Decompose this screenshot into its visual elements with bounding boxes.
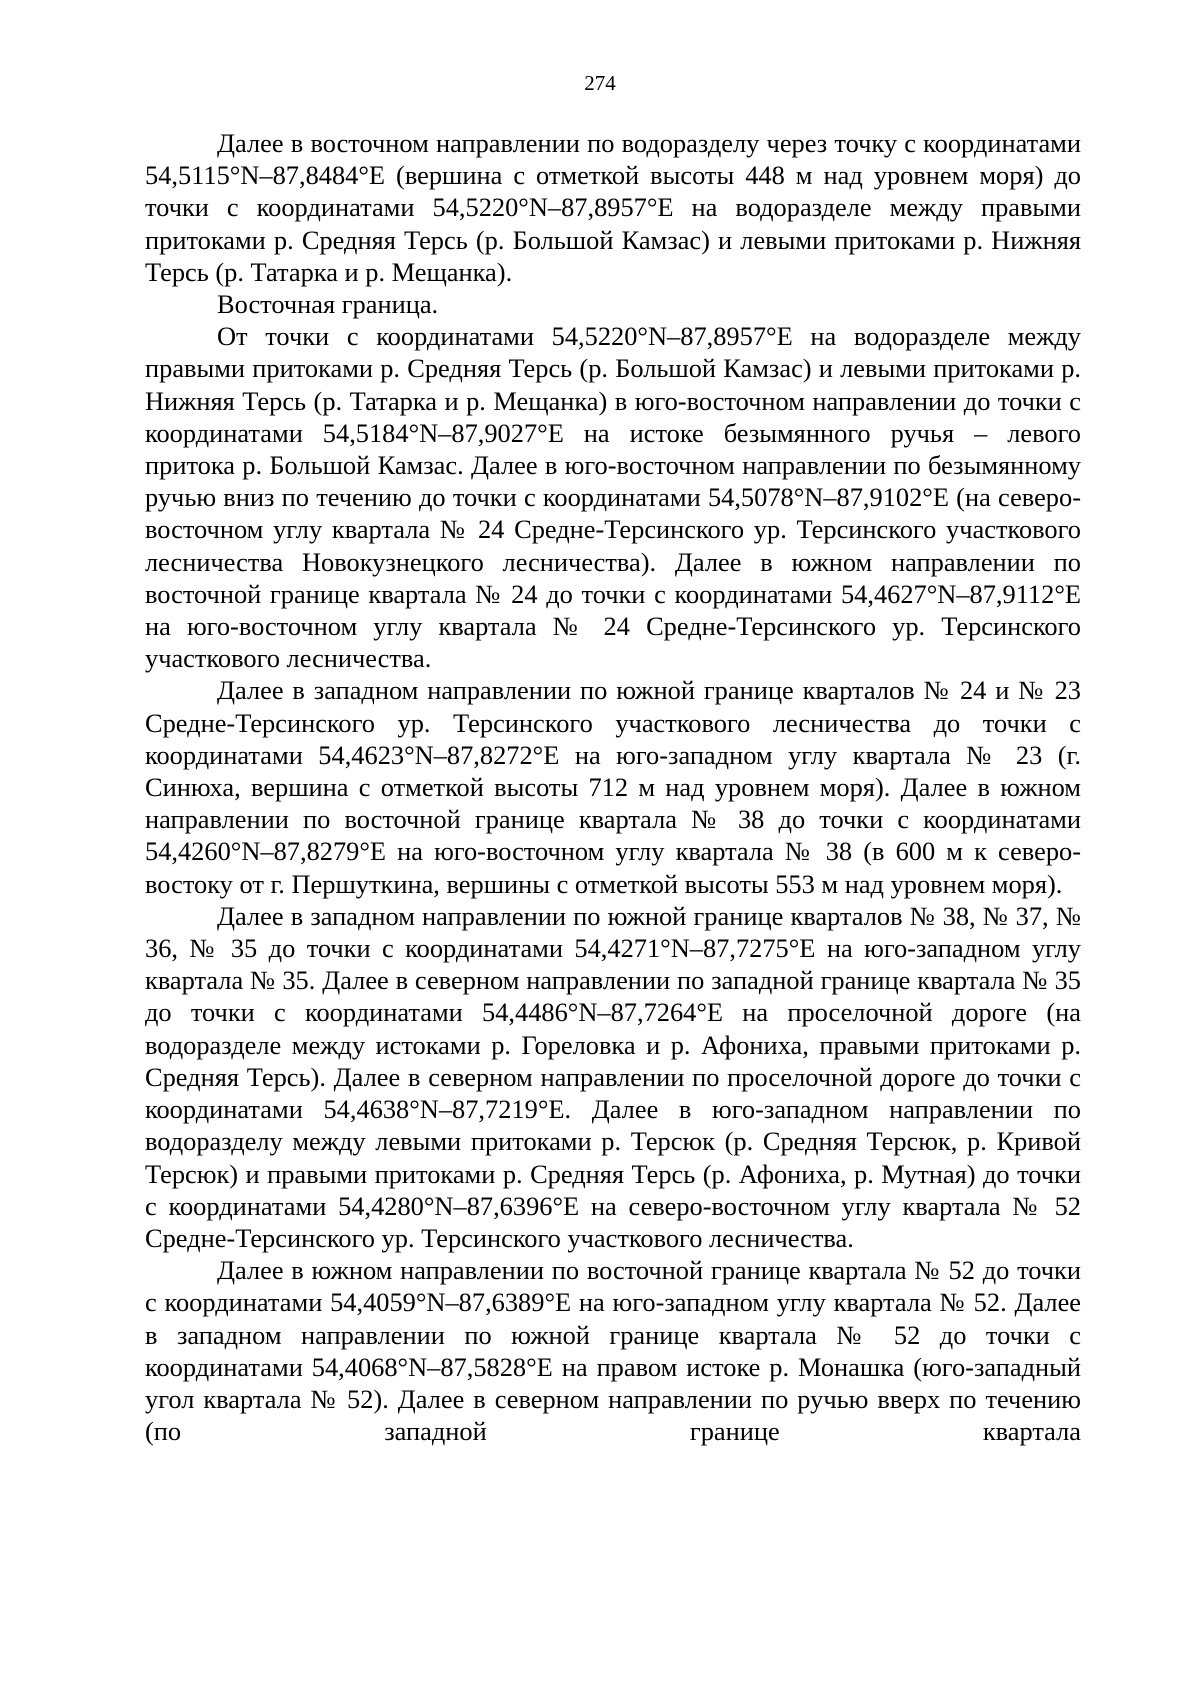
paragraph-western-direction-quarters-38-35: Далее в западном направлении по южной границе кварталов № 38, № 37, № 36, № 35 до точки с координатами 54,4271°N–87,7275°E на юго-западном углу квартала № 35. Далее в северном направлении по западной границе квартала № 35 до точки с координатами 54,4486°N–87,7264°E на проселочной дороге (на водоразделе между истоками р. Гореловка и р. Афониха, правыми притоками р. Средняя Терсь). Далее в северном направлении по проселочной дороге до точки с координатами 54,4638°N–87,7219°E. Далее в юго-западном направлении по водоразделу между левыми притоками р. Терсюк (р. Средняя Терсюк, р. Кривой Терсюк) и правыми притоками р. Средняя Терсь (р. Афониха, р. Мутная) до точки с координатами 54,4280°N–87,6396°E на северо-восточном углу квартала № 52 Средне-Терсинского ур. Терсинского участкового лесничества. bbox=[145, 900, 1081, 1253]
document-body bbox=[145, 127, 1081, 1447]
section-heading-eastern-border: Восточная граница. bbox=[217, 289, 439, 320]
page-number: 274 bbox=[584, 71, 616, 95]
paragraph-western-direction-quarters-24-23: Далее в западном направлении по южной границе кварталов № 24 и № 23 Средне-Терсинского ур. Терсинского участкового лесничества до точки с координатами 54,4623°N–87,8272°E на юго-западном углу квартала № 23 (г. Синюха, вершина с отметкой высоты 712 м над уровнем моря). Далее в южном направлении по восточной границе квартала № 38 до точки с координатами 54,4260°N–87,8279°E на юго-восточном углу квартала № 38 (в 600 м к северо-востоку от г. Першуткина, вершины с отметкой высоты 553 м над уровнем моря). bbox=[145, 675, 1081, 899]
paragraph-southern-direction-quarter-52: Далее в южном направлении по восточной границе квартала № 52 до точки с координатами 54,4059°N–87,6389°E на юго-западном углу квартала № 52. Далее в западном направлении по южной границе квартала № 52 до точки с координатами 54,4068°N–87,5828°E на правом истоке р. Монашка (юго-западный угол квартала № 52). Далее в северном направлении по ручью вверх по течению (по западной границе квартала bbox=[145, 1255, 1081, 1447]
paragraph-watershed-east: Далее в восточном направлении по водоразделу через точку с координатами 54,5115°N–87,8484°E (вершина с отметкой высоты 448 м над уровнем моря) до точки с координатами 54,5220°N–87,8957°E на водоразделе между правыми притоками р. Средняя Терсь (р. Большой Камзас) и левыми притоками р. Нижняя Терсь (р. Татарка и р. Мещанка). bbox=[145, 128, 1081, 287]
paragraph-eastern-border: От точки с координатами 54,5220°N–87,8957°E на водоразделе между правыми притоками р. Средняя Терсь (р. Большой Камзас) и левыми притоками р. Нижняя Терсь (р. Татарка и р. Мещанка) в юго-восточном направлении до точки с координатами 54,5184°N–87,9027°E на истоке безымянного ручья – левого притока р. Большой Камзас. Далее в юго-восточном направлении по безымянному ручью вниз по течению до точки с координатами 54,5078°N–87,9102°E (на северо-восточном углу квартала № 24 Средне-Терсинского ур. Терсинского участкового лесничества Новокузнецкого лесничества). Далее в южном направлении по восточной границе квартала № 24 до точки с координатами 54,4627°N–87,9112°E на юго-восточном углу квартала № 24 Средне-Терсинского ур. Терсинского участкового лесничества. bbox=[145, 321, 1081, 674]
